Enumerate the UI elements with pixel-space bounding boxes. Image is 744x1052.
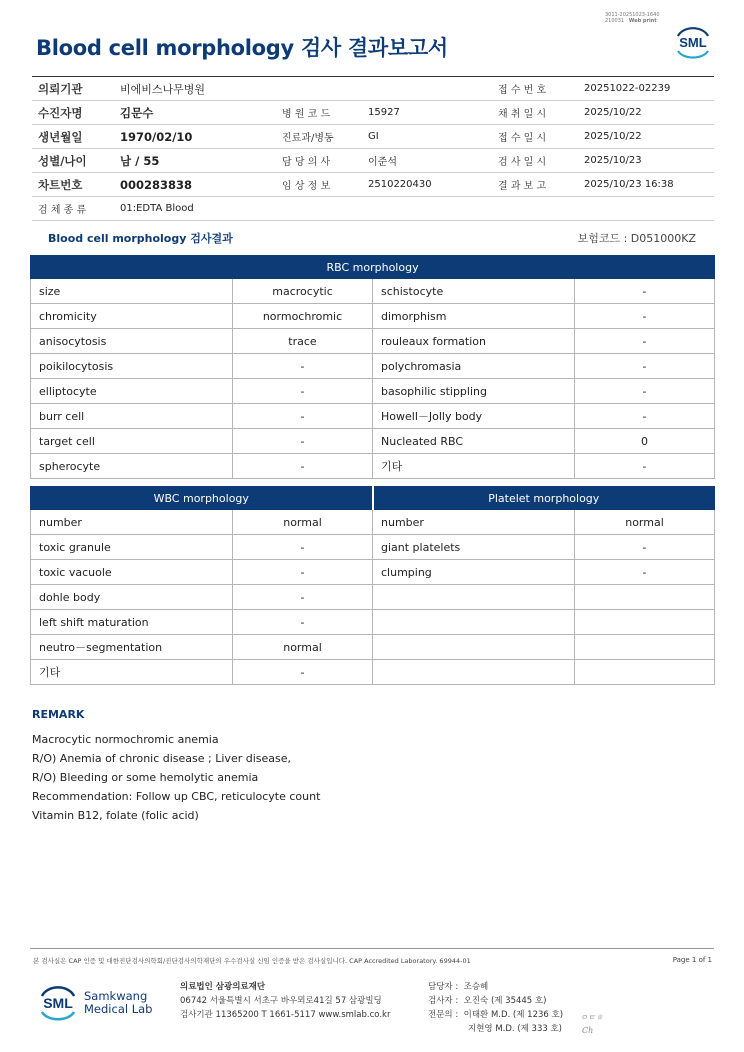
signature-image: ㅇㅌㅎ (580, 1013, 604, 1022)
field-label: 결 과 보 고 (492, 173, 578, 197)
item-result: - (233, 535, 373, 560)
remark-line: R/O) Anemia of chronic disease ; Liver disease, (32, 752, 291, 765)
remark-line: R/O) Bleeding or some hemolytic anemia (32, 771, 259, 784)
item-name: polychromasia (373, 354, 575, 379)
staff-row (428, 994, 563, 1008)
item-result: normal (233, 510, 373, 535)
item-result (575, 635, 715, 660)
field-value: 2025/10/23 (578, 149, 714, 173)
patient-info-row (32, 77, 714, 101)
remark-line: Vitamin B12, folate (folic acid) (32, 809, 199, 822)
item-name: toxic granule (31, 535, 233, 560)
rbc-row (31, 329, 715, 354)
item-name: giant platelets (373, 535, 575, 560)
patient-label: 생년월일 (32, 125, 114, 149)
result-heading: Blood cell morphology 검사결과 (48, 232, 233, 245)
item-result: - (233, 354, 373, 379)
item-result: normal (233, 635, 373, 660)
address-line: 06742 서울특별시 서초구 바우뫼로41길 57 삼광빌딩 (180, 996, 382, 1006)
item-name: schistocyte (373, 279, 575, 304)
wbc-platelet-row (31, 660, 715, 685)
field-value (362, 197, 492, 221)
rbc-morphology-table (30, 255, 715, 479)
item-result (575, 610, 715, 635)
svg-text:SML: SML (43, 995, 73, 1011)
item-name: left shift maturation (31, 610, 233, 635)
item-result: normal (575, 510, 715, 535)
field-value: 이준석 (362, 149, 492, 173)
patient-value: 01:EDTA Blood (114, 197, 276, 221)
item-result: - (575, 379, 715, 404)
staff-row (428, 1008, 563, 1022)
item-name: size (31, 279, 233, 304)
item-result: - (575, 329, 715, 354)
field-label: 접 수 번 호 (492, 77, 578, 101)
item-result: - (233, 560, 373, 585)
item-name: target cell (31, 429, 233, 454)
staff-list (428, 980, 563, 1036)
field-value (578, 197, 714, 221)
item-name: number (31, 510, 233, 535)
item-result: - (575, 454, 715, 479)
item-result: - (575, 535, 715, 560)
field-label: 채 취 일 시 (492, 101, 578, 125)
field-label: 접 수 일 시 (492, 125, 578, 149)
web-print-label: Web print (628, 18, 657, 24)
remark-title: REMARK (32, 708, 85, 721)
patient-value: 남 / 55 (114, 149, 276, 173)
item-result (575, 660, 715, 685)
item-name (373, 660, 575, 685)
page-number: Page 1 of 1 (672, 956, 712, 964)
staff-row (428, 980, 563, 994)
rbc-header: RBC morphology (31, 256, 715, 279)
contact-line: 검사기관 11365200 T 1661-5117 www.smlab.co.kr (180, 1010, 391, 1020)
staff-role: 검사자 : (428, 996, 459, 1006)
item-name: chromicity (31, 304, 233, 329)
item-result: - (575, 354, 715, 379)
patient-label: 성별/나이 (32, 149, 114, 173)
patient-info-row (32, 197, 714, 221)
signature-image: Ch (582, 1026, 594, 1035)
item-result: - (233, 379, 373, 404)
company-name-line-1: Samkwang (84, 989, 148, 1003)
patient-info-row (32, 149, 714, 173)
item-result: - (233, 660, 373, 685)
item-result: - (575, 304, 715, 329)
svg-text:SML: SML (679, 35, 707, 50)
patient-value: 000283838 (114, 173, 276, 197)
staff-name: 이태환 M.D. (제 1236 호) (463, 1010, 564, 1020)
item-result: - (575, 279, 715, 304)
item-name: dohle body (31, 585, 233, 610)
rbc-row (31, 404, 715, 429)
rbc-row (31, 454, 715, 479)
item-name: Nucleated RBC (373, 429, 575, 454)
item-name: elliptocyte (31, 379, 233, 404)
rbc-row (31, 354, 715, 379)
doc-id-code: 210031 (605, 18, 625, 24)
wbc-platelet-row (31, 585, 715, 610)
item-result: macrocytic (233, 279, 373, 304)
staff-row (428, 1022, 563, 1036)
patient-label: 검 체 종 류 (32, 197, 114, 221)
insurance-code: 보험코드 : D051000KZ (577, 232, 696, 245)
wbc-platelet-row (31, 510, 715, 535)
item-result: - (233, 404, 373, 429)
item-result: normochromic (233, 304, 373, 329)
field-value: 2025/10/22 (578, 125, 714, 149)
staff-name: 오진숙 (제 35445 호) (463, 996, 547, 1006)
field-label: 병 원 코 드 (276, 101, 362, 125)
doc-id-line-2 (605, 18, 660, 24)
sml-logo (672, 24, 714, 60)
patient-value: 1970/02/10 (114, 125, 276, 149)
field-value: 2025/10/22 (578, 101, 714, 125)
staff-role: 전문의 : (428, 1010, 459, 1020)
staff-name: 조승혜 (463, 982, 489, 992)
remark-line: Recommendation: Follow up CBC, reticulocyte count (32, 790, 321, 803)
rbc-row (31, 379, 715, 404)
item-name: 기타 (373, 454, 575, 479)
item-name: 기타 (31, 660, 233, 685)
rbc-row (31, 429, 715, 454)
patient-info-row (32, 101, 714, 125)
staff-role: 담당자 : (428, 982, 459, 992)
item-name: anisocytosis (31, 329, 233, 354)
field-label: 임 상 정 보 (276, 173, 362, 197)
sml-logo-footer (36, 980, 80, 1024)
item-result: - (575, 404, 715, 429)
item-name (373, 585, 575, 610)
item-name: burr cell (31, 404, 233, 429)
field-value: GI (362, 125, 492, 149)
footer-divider (30, 948, 714, 949)
patient-info-row (32, 173, 714, 197)
item-name: basophilic stippling (373, 379, 575, 404)
field-value: 15927 (362, 101, 492, 125)
item-name: rouleaux formation (373, 329, 575, 354)
wbc-platelet-row (31, 635, 715, 660)
patient-label: 수진자명 (32, 101, 114, 125)
item-name: spherocyte (31, 454, 233, 479)
organization-name: 의료법인 삼광의료재단 (180, 982, 266, 992)
item-name: dimorphism (373, 304, 575, 329)
remark-text (32, 730, 320, 825)
item-name: toxic vacuole (31, 560, 233, 585)
field-value: 2510220430 (362, 173, 492, 197)
remark-line: Macrocytic normochromic anemia (32, 733, 219, 746)
item-name: poikilocytosis (31, 354, 233, 379)
item-result: - (575, 560, 715, 585)
item-result (575, 585, 715, 610)
patient-value: 비에비스나무병원 (114, 77, 276, 101)
platelet-header: Platelet morphology (373, 487, 715, 510)
item-result: - (233, 454, 373, 479)
item-result: 0 (575, 429, 715, 454)
company-address (180, 980, 390, 1022)
item-name: number (373, 510, 575, 535)
field-label (276, 197, 362, 221)
field-value: 20251022-02239 (578, 77, 714, 101)
rbc-row (31, 304, 715, 329)
wbc-header: WBC morphology (31, 487, 373, 510)
wbc-platelet-table (30, 486, 715, 685)
field-label: 검 사 일 시 (492, 149, 578, 173)
item-result: - (233, 610, 373, 635)
wbc-platelet-row (31, 610, 715, 635)
rbc-row (31, 279, 715, 304)
item-name: neutro－segmentation (31, 635, 233, 660)
item-result: trace (233, 329, 373, 354)
patient-info-row (32, 125, 714, 149)
field-label (492, 197, 578, 221)
item-name (373, 610, 575, 635)
report-title: Blood cell morphology 검사 결과보고서 (36, 36, 448, 60)
field-label: 담 당 의 사 (276, 149, 362, 173)
field-value: 2025/10/23 16:38 (578, 173, 714, 197)
field-label (276, 77, 362, 101)
patient-label: 차트번호 (32, 173, 114, 197)
doc-id-line-1: 3011-20251023-1640 (605, 12, 660, 18)
item-name: clumping (373, 560, 575, 585)
item-name (373, 635, 575, 660)
document-id (605, 12, 660, 24)
field-label: 진료과/병동 (276, 125, 362, 149)
patient-info-table (32, 76, 714, 221)
patient-value: 김문수 (114, 101, 276, 125)
wbc-platelet-row (31, 560, 715, 585)
cap-accreditation-note: 본 검사실은 CAP 인증 및 대한진단검사의학회/진단검사의학재단의 우수검사실 신임 인증을 받은 검사실입니다. CAP Accredited Laboratory. 69944-01 (33, 957, 471, 965)
patient-label: 의뢰기관 (32, 77, 114, 101)
wbc-platelet-row (31, 535, 715, 560)
field-value (362, 77, 492, 101)
item-result: - (233, 429, 373, 454)
item-result: - (233, 585, 373, 610)
company-name-line-2: Medical Lab (84, 1002, 153, 1016)
staff-name: 지현영 M.D. (제 333 호) (468, 1024, 563, 1034)
company-name (84, 990, 152, 1016)
item-name: Howell－Jolly body (373, 404, 575, 429)
